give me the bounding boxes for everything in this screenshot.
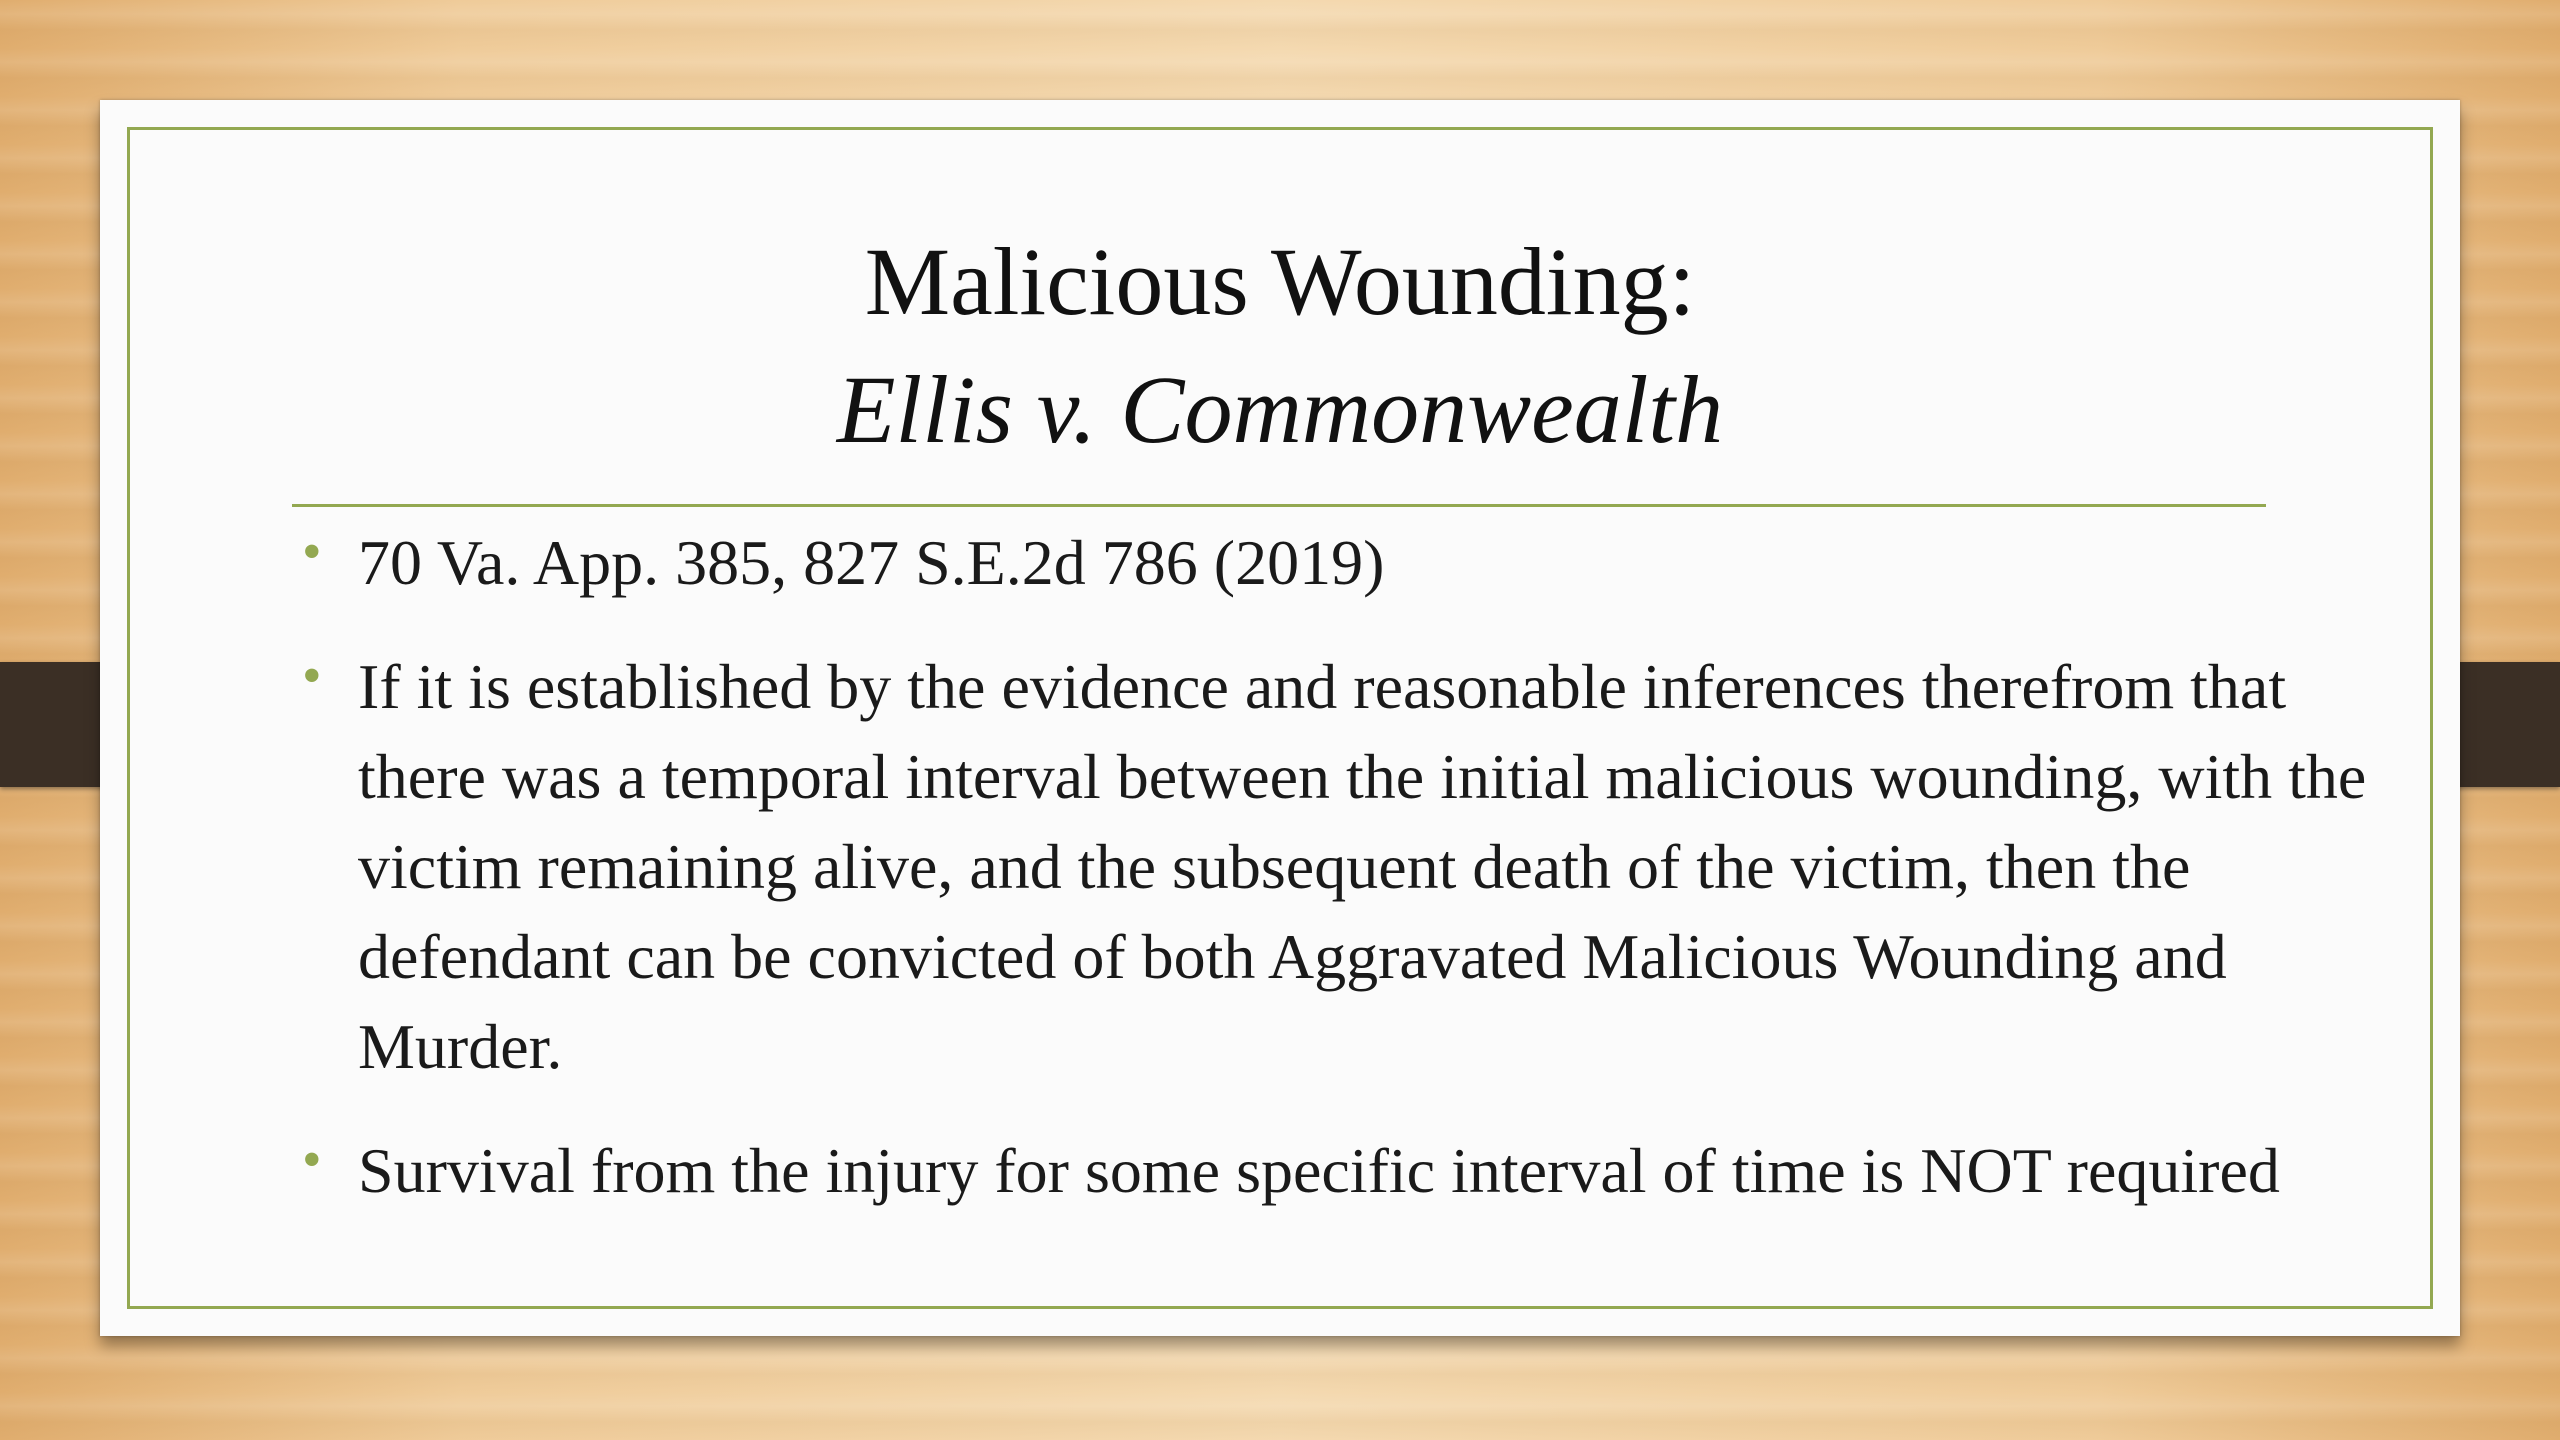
bullet-dot-icon: • [302, 521, 322, 583]
bullet-item-survival [256, 1126, 2416, 1216]
title-divider [292, 504, 2266, 507]
title-line-1: Malicious Wounding: [864, 228, 1696, 335]
bullet-dot-icon: • [302, 1129, 322, 1191]
bullet-item-citation [256, 518, 2416, 608]
bullet-text: If it is established by the evidence and reasonable inferences therefrom that there was a temporal interval between the initial malicious wounding, with the victim remaining alive, and the subsequent death of the victim, then the defendant can be convicted of both Aggravated Malicious Wounding and Murder. [358, 651, 2367, 1082]
bullet-item-rule [256, 642, 2416, 1092]
title-line-2-case-name: Ellis v. Commonwealth [836, 356, 1724, 463]
bullet-dot-icon: • [302, 645, 322, 707]
bullet-text: 70 Va. App. 385, 827 S.E.2d 786 (2019) [358, 527, 1385, 598]
bullet-text: Survival from the injury for some specific interval of time is NOT required [358, 1135, 2280, 1206]
bullet-list [256, 518, 2416, 1250]
slide [100, 100, 2460, 1336]
slide-title [100, 218, 2460, 474]
